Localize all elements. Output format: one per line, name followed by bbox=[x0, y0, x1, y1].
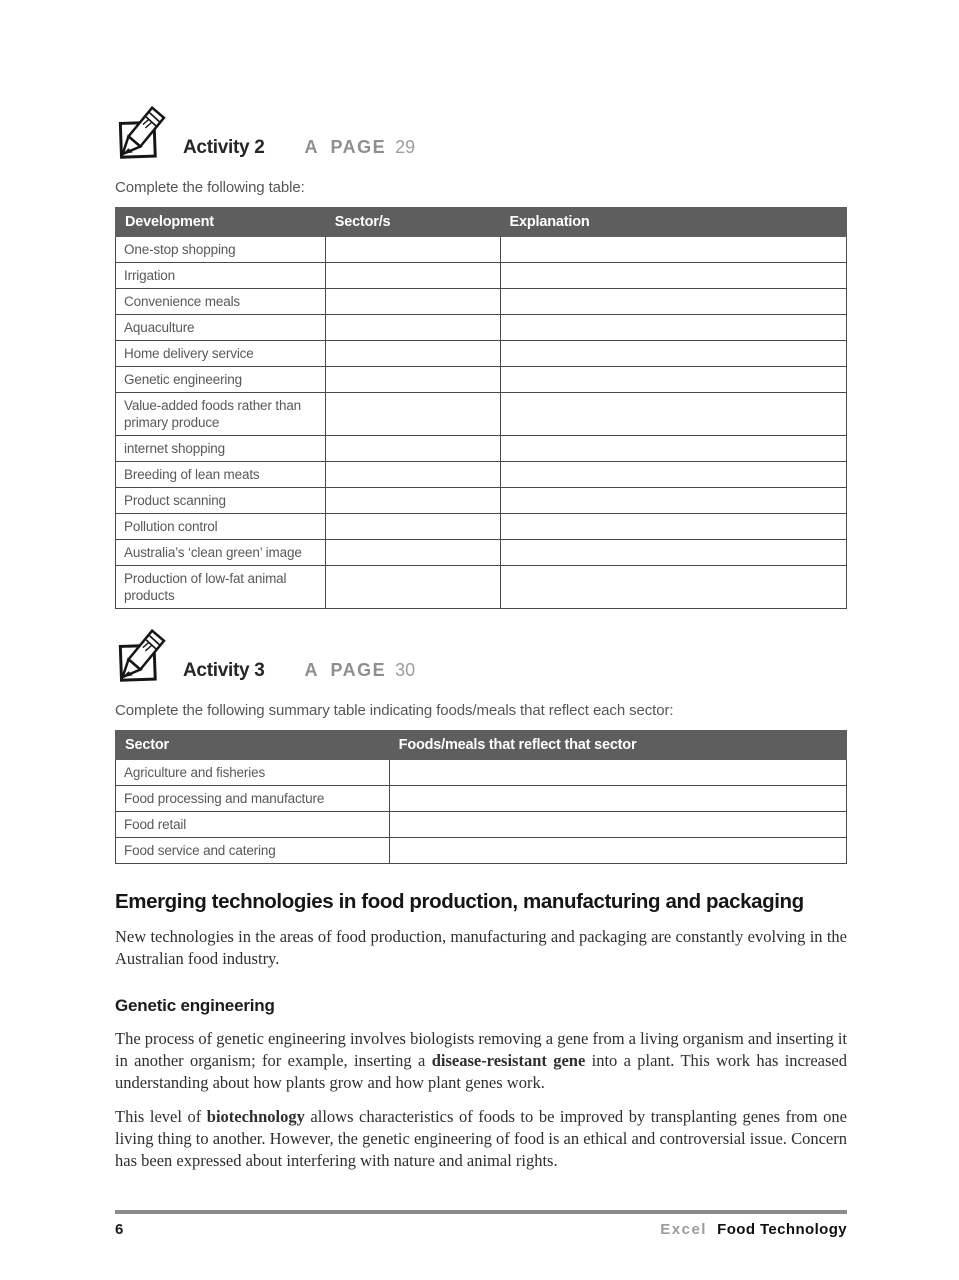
activity2-instruction: Complete the following table: bbox=[115, 179, 305, 196]
column-header-sector: Sector bbox=[116, 731, 390, 760]
page-number: 6 bbox=[115, 1221, 124, 1238]
table-row bbox=[116, 786, 847, 812]
row-label-cell: Pollution control bbox=[116, 514, 326, 540]
answer-cell bbox=[389, 838, 846, 864]
footer-book-title bbox=[660, 1221, 847, 1238]
answer-cell bbox=[325, 462, 500, 488]
answer-cell bbox=[500, 540, 846, 566]
text-segment: allows characteristics of foods to be improved by transplanting genes from one living thing to another. However, the genetic engineering of food is an ethical and controversial issue. Concern has been expressed about interfering with nature and animal rights. bbox=[115, 1107, 847, 1170]
row-label-cell: Aquaculture bbox=[116, 315, 326, 341]
footer-brand: Excel bbox=[660, 1221, 707, 1238]
row-label-cell: Convenience meals bbox=[116, 289, 326, 315]
table-row bbox=[116, 838, 847, 864]
answer-cell bbox=[500, 315, 846, 341]
answer-cell bbox=[325, 341, 500, 367]
answer-cell bbox=[325, 263, 500, 289]
row-label-cell: Australia’s ‘clean green’ image bbox=[116, 540, 326, 566]
activity2-title-row bbox=[183, 137, 415, 167]
row-label-cell: Genetic engineering bbox=[116, 367, 326, 393]
table-row bbox=[116, 436, 847, 462]
activity2-ref-number: 29 bbox=[395, 137, 416, 157]
activity3-ref-letter: A bbox=[304, 660, 318, 680]
answer-cell bbox=[500, 514, 846, 540]
answer-cell bbox=[500, 488, 846, 514]
activity2-table-head bbox=[116, 208, 847, 237]
activity2-table-body bbox=[116, 237, 847, 609]
answer-cell bbox=[500, 289, 846, 315]
row-label-cell: One-stop shopping bbox=[116, 237, 326, 263]
answer-cell bbox=[389, 786, 846, 812]
table-row bbox=[116, 237, 847, 263]
answer-cell bbox=[500, 393, 846, 436]
page-content bbox=[115, 0, 847, 1172]
answer-cell bbox=[325, 393, 500, 436]
answer-cell bbox=[500, 436, 846, 462]
activity3-ref-number: 30 bbox=[395, 660, 416, 680]
activity3-header bbox=[115, 627, 847, 690]
table-row bbox=[116, 393, 847, 436]
intro-paragraph: New technologies in the areas of food production, manufacturing and packaging are constantly evolving in the Australian food industry. bbox=[115, 927, 847, 968]
activity2-ref-word: PAGE bbox=[330, 137, 387, 157]
activity3-table bbox=[115, 730, 847, 864]
bold-term: disease-resistant gene bbox=[431, 1051, 586, 1070]
answer-cell bbox=[325, 540, 500, 566]
activity2-title: Activity 2 bbox=[183, 137, 265, 158]
row-label-cell: Home delivery service bbox=[116, 341, 326, 367]
footer-book-name: Food Technology bbox=[717, 1221, 847, 1238]
row-label-cell: Breeding of lean meats bbox=[116, 462, 326, 488]
activity2-table bbox=[115, 207, 847, 609]
answer-cell bbox=[500, 566, 846, 609]
genetic-engineering-paragraph-1 bbox=[115, 1028, 847, 1094]
table-row bbox=[116, 315, 847, 341]
answer-cell bbox=[500, 341, 846, 367]
table-row bbox=[116, 289, 847, 315]
section-heading: Emerging technologies in food production, manufacturing and packaging bbox=[115, 890, 804, 913]
row-label-cell: Food service and catering bbox=[116, 838, 390, 864]
column-header-development: Development bbox=[116, 208, 326, 237]
activity3-table-body bbox=[116, 760, 847, 864]
table-row bbox=[116, 341, 847, 367]
table-row bbox=[116, 812, 847, 838]
row-label-cell: Irrigation bbox=[116, 263, 326, 289]
answer-cell bbox=[325, 514, 500, 540]
column-header-explanation: Explanation bbox=[500, 208, 846, 237]
activity3-ref-word: PAGE bbox=[330, 660, 387, 680]
bold-term: biotechnology bbox=[206, 1107, 305, 1126]
column-header-foods-meals: Foods/meals that reflect that sector bbox=[389, 731, 846, 760]
row-label-cell: Agriculture and fisheries bbox=[116, 760, 390, 786]
row-label-cell: Food retail bbox=[116, 812, 390, 838]
answer-cell bbox=[500, 263, 846, 289]
row-label-cell: Food processing and manufacture bbox=[116, 786, 390, 812]
table-row bbox=[116, 566, 847, 609]
table-row bbox=[116, 540, 847, 566]
row-label-cell: Value-added foods rather than primary produce bbox=[116, 393, 326, 436]
answer-cell bbox=[325, 436, 500, 462]
row-label-cell: Production of low-fat animal products bbox=[116, 566, 326, 609]
activity3-title: Activity 3 bbox=[183, 660, 265, 681]
column-header-sectors: Sector/s bbox=[325, 208, 500, 237]
answer-cell bbox=[325, 289, 500, 315]
genetic-engineering-paragraph-2 bbox=[115, 1106, 847, 1172]
answer-cell bbox=[325, 237, 500, 263]
answer-cell bbox=[500, 367, 846, 393]
activity2-header bbox=[115, 104, 847, 167]
table-row bbox=[116, 462, 847, 488]
table-row bbox=[116, 760, 847, 786]
table-row bbox=[116, 488, 847, 514]
activity2-ref-letter: A bbox=[304, 137, 318, 157]
answer-cell bbox=[325, 315, 500, 341]
page-footer bbox=[115, 1210, 847, 1238]
activity3-title-row bbox=[183, 660, 415, 690]
answer-cell bbox=[325, 566, 500, 609]
answer-cell bbox=[325, 367, 500, 393]
answer-cell bbox=[325, 488, 500, 514]
text-segment: The process of genetic engineering involves biologists removing a gene from a living organism and inserting it in another organism; for example, inserting a bbox=[115, 1029, 847, 1070]
text-segment: This level of bbox=[115, 1107, 207, 1126]
row-label-cell: internet shopping bbox=[116, 436, 326, 462]
answer-cell bbox=[500, 462, 846, 488]
answer-cell bbox=[389, 760, 846, 786]
row-label-cell: Product scanning bbox=[116, 488, 326, 514]
activity3-instruction: Complete the following summary table indicating foods/meals that reflect each sector: bbox=[115, 702, 674, 719]
table-row bbox=[116, 514, 847, 540]
table-row bbox=[116, 367, 847, 393]
answer-cell bbox=[500, 237, 846, 263]
text-segment: into a plant. This work has increased understanding about how plants grow and how plant genes work. bbox=[115, 1051, 847, 1092]
genetic-engineering-subheading: Genetic engineering bbox=[115, 996, 275, 1015]
answer-cell bbox=[389, 812, 846, 838]
table-row bbox=[116, 263, 847, 289]
pencil-icon bbox=[115, 104, 169, 167]
activity3-table-head bbox=[116, 731, 847, 760]
pencil-icon bbox=[115, 627, 169, 690]
